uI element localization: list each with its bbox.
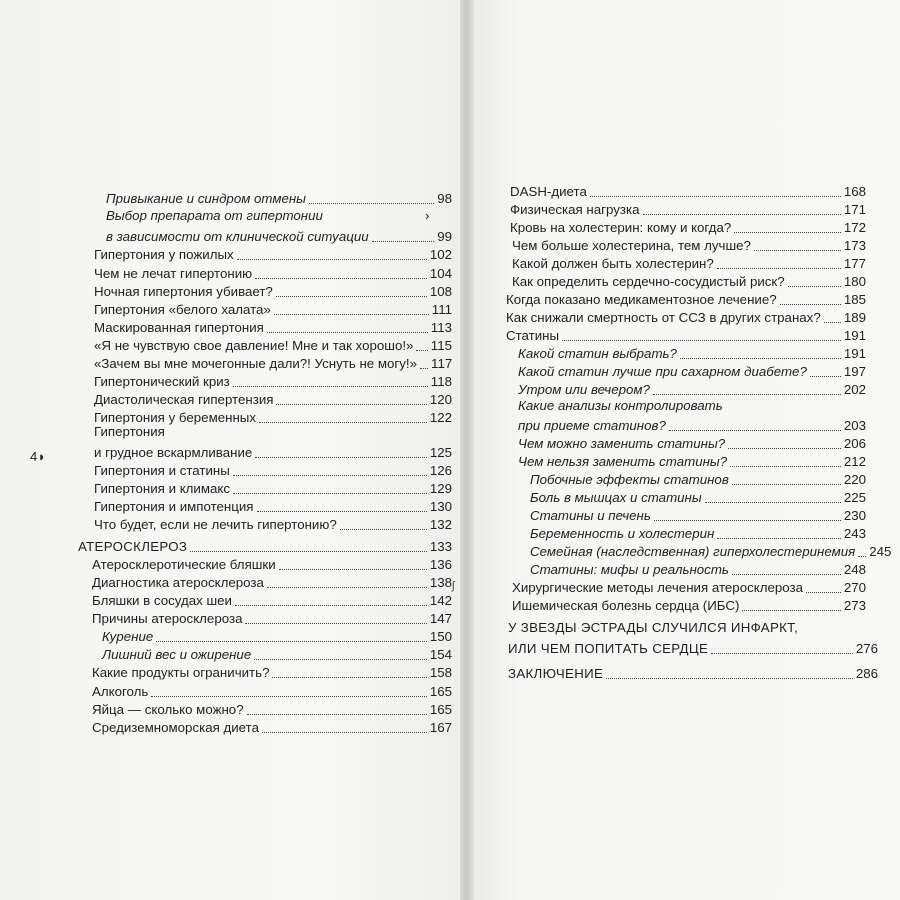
leader-dots <box>717 538 841 539</box>
leader-dots <box>274 314 429 315</box>
toc-entry[interactable] <box>510 198 866 218</box>
toc-entry[interactable] <box>530 522 866 542</box>
leader-dots <box>267 332 428 333</box>
toc-section-title: АТЕРОСКЛЕРОЗ <box>78 539 188 554</box>
toc-page-number: 168 <box>843 184 866 199</box>
toc-title: Когда показано медикаментозное лечение? <box>506 292 777 307</box>
toc-title: Беременность и холестерин <box>530 526 715 541</box>
toc-page-number: 167 <box>429 720 452 735</box>
leader-dots <box>742 610 840 611</box>
toc-title: Статины: мифы и реальность <box>530 562 729 577</box>
leader-dots <box>606 678 853 679</box>
leader-dots <box>858 556 866 557</box>
toc-entry[interactable] <box>94 243 452 263</box>
leader-dots <box>237 259 427 260</box>
leader-dots <box>279 569 427 570</box>
toc-entry[interactable] <box>94 441 452 461</box>
toc-title: Семейная (наследственная) гиперхолестеринемия <box>530 544 856 559</box>
toc-entry[interactable] <box>512 270 866 290</box>
toc-title: Чем больше холестерина, тем лучше? <box>512 238 751 253</box>
leader-dots <box>711 653 853 654</box>
toc-entry[interactable] <box>102 625 452 645</box>
toc-entry[interactable] <box>94 298 452 318</box>
toc-title: Кровь на холестерин: кому и когда? <box>510 220 732 235</box>
toc-entry[interactable] <box>92 571 452 591</box>
toc-page-number: 197 <box>843 364 866 379</box>
toc-entry[interactable] <box>92 553 452 573</box>
leader-dots <box>590 196 841 197</box>
leader-dots <box>732 484 841 485</box>
toc-page-number: 111 <box>431 302 452 317</box>
toc-page-number: 142 <box>429 593 452 608</box>
leader-dots <box>562 340 841 341</box>
toc-title: Атеросклеротические бляшки <box>92 557 276 572</box>
leader-dots <box>806 592 841 593</box>
toc-page-number: 120 <box>429 392 452 407</box>
leader-dots <box>728 448 841 449</box>
leader-dots <box>262 732 427 733</box>
leader-dots <box>734 232 841 233</box>
toc-page-number: 212 <box>843 454 866 469</box>
toc-page-number: 104 <box>429 266 452 281</box>
toc-entry[interactable] <box>94 513 452 533</box>
toc-page-number: 243 <box>843 526 866 541</box>
toc-entry[interactable] <box>106 187 452 207</box>
leader-dots <box>653 394 841 395</box>
toc-title: в зависимости от клинической ситуации <box>106 229 369 244</box>
toc-entry[interactable] <box>106 225 452 245</box>
toc-title: Какой статин выбрать? <box>518 346 677 361</box>
leader-dots <box>267 587 427 588</box>
toc-page-number: 173 <box>843 238 866 253</box>
toc-page-number: 158 <box>429 665 452 680</box>
toc-title: Гипертония и статины <box>94 463 230 478</box>
leader-dots <box>730 466 841 467</box>
toc-entry[interactable] <box>530 504 866 524</box>
toc-title-line: Какие анализы контролировать <box>518 398 723 413</box>
toc-title: Ишемическая болезнь сердца (ИБС) <box>512 598 740 613</box>
toc-page-number: 165 <box>429 684 452 699</box>
toc-entry[interactable] <box>518 360 866 380</box>
toc-entry[interactable] <box>102 643 452 663</box>
toc-entry[interactable] <box>518 450 866 470</box>
stray-mark: › <box>425 208 430 223</box>
toc-section-title-line: У ЗВЕЗДЫ ЭСТРАДЫ СЛУЧИЛСЯ ИНФАРКТ, <box>508 620 799 635</box>
toc-title: Гипертония у беременных <box>94 410 257 425</box>
toc-page-number: 172 <box>843 220 866 235</box>
toc-entry[interactable] <box>518 378 866 398</box>
toc-title: Какие продукты ограничить? <box>92 665 270 680</box>
toc-page-number: 154 <box>429 647 452 662</box>
toc-entry[interactable] <box>92 661 452 681</box>
toc-entry[interactable] <box>512 576 866 596</box>
toc-page-number: 165 <box>429 702 452 717</box>
toc-page-number: 177 <box>843 256 866 271</box>
toc-title: Средиземноморская диета <box>92 720 259 735</box>
leader-dots <box>680 358 841 359</box>
toc-title: Боль в мышцах и статины <box>530 490 702 505</box>
toc-title: Бляшки в сосудах шеи <box>92 593 232 608</box>
toc-entry[interactable] <box>94 495 452 515</box>
toc-title: Гипертония «белого халата» <box>94 302 271 317</box>
toc-page-number: 99 <box>437 229 452 244</box>
leader-dots <box>669 430 841 431</box>
book-spine-gutter <box>460 0 474 900</box>
leader-dots <box>272 677 426 678</box>
leader-dots <box>190 551 427 552</box>
leader-dots <box>754 250 841 251</box>
toc-entry[interactable] <box>92 716 452 736</box>
toc-title: Гипертония у пожилых <box>94 247 234 262</box>
toc-entry[interactable] <box>94 370 452 390</box>
toc-title: Гипертонический криз <box>94 374 230 389</box>
leader-dots <box>309 203 434 204</box>
leader-dots <box>416 350 427 351</box>
toc-entry[interactable] <box>94 280 452 300</box>
toc-title: DASH-диета <box>510 184 587 199</box>
toc-entry[interactable] <box>92 589 452 609</box>
toc-page-number: 125 <box>429 445 452 460</box>
toc-entry[interactable] <box>94 334 452 354</box>
toc-page-number: 191 <box>843 328 866 343</box>
toc-title: Чем можно заменить статины? <box>518 436 726 451</box>
leader-dots <box>717 268 841 269</box>
toc-title: Алкоголь <box>92 684 149 699</box>
toc-title: Какой статин лучше при сахарном диабете? <box>518 364 807 379</box>
toc-entry[interactable] <box>512 594 866 614</box>
toc-title: Утром или вечером? <box>518 382 650 397</box>
toc-title: Диагностика атеросклероза <box>92 575 264 590</box>
toc-entry[interactable] <box>94 406 452 426</box>
toc-entry[interactable] <box>94 262 452 282</box>
toc-page-number: 147 <box>429 611 452 626</box>
toc-entry[interactable] <box>506 306 866 326</box>
toc-entry[interactable] <box>92 698 452 718</box>
toc-title: Гипертония и климакс <box>94 481 231 496</box>
toc-page-number: 117 <box>431 356 453 371</box>
toc-page-number: 171 <box>843 202 866 217</box>
toc-entry[interactable] <box>506 288 866 308</box>
leader-dots <box>372 241 435 242</box>
toc-title: Диастолическая гипертензия <box>94 392 274 407</box>
toc-page-number: 286 <box>855 666 878 681</box>
toc-title: Чем не лечат гипертонию <box>94 266 253 281</box>
toc-page-number: 185 <box>843 292 866 307</box>
toc-title: Причины атеросклероза <box>92 611 243 626</box>
toc-entry[interactable] <box>94 352 452 372</box>
toc-page-number: 225 <box>843 490 866 505</box>
toc-section-entry[interactable] <box>508 662 878 682</box>
toc-entry[interactable] <box>530 558 866 578</box>
toc-title: Яйца — сколько можно? <box>92 702 244 717</box>
toc-page-number: 150 <box>429 629 452 644</box>
toc-section-entry[interactable] <box>78 535 452 555</box>
toc-page-number: 133 <box>429 539 452 554</box>
leader-dots <box>247 714 427 715</box>
toc-title: Лишний вес и ожирение <box>102 647 252 662</box>
toc-page-number: 203 <box>843 418 866 433</box>
leader-dots <box>420 368 428 369</box>
leader-dots <box>235 605 427 606</box>
toc-title: Какой должен быть холестерин? <box>512 256 714 271</box>
leader-dots <box>643 214 841 215</box>
toc-entry[interactable] <box>510 180 866 200</box>
toc-entry[interactable] <box>92 680 452 700</box>
leader-dots <box>257 511 427 512</box>
toc-entry[interactable] <box>94 477 452 497</box>
leader-dots <box>254 659 427 660</box>
toc-entry[interactable] <box>518 342 866 362</box>
toc-entry[interactable] <box>512 252 866 272</box>
toc-page-number: 122 <box>429 410 452 425</box>
leader-dots <box>276 296 427 297</box>
toc-page-number: 108 <box>429 284 452 299</box>
page-number: 4◗ <box>30 449 47 464</box>
leader-dots <box>276 404 426 405</box>
leader-dots <box>810 376 841 377</box>
toc-section-entry[interactable] <box>508 637 878 657</box>
toc-title: Статины и печень <box>530 508 651 523</box>
toc-entry[interactable] <box>94 388 452 408</box>
toc-page-number: 115 <box>430 338 452 353</box>
toc-title: Гипертония и импотенция <box>94 499 254 514</box>
leader-dots <box>255 278 427 279</box>
toc-page-number: 126 <box>429 463 452 478</box>
toc-title: Курение <box>102 629 154 644</box>
leader-dots <box>233 493 427 494</box>
toc-page-number: 130 <box>429 499 452 514</box>
leader-dots <box>780 304 841 305</box>
leader-dots <box>151 696 426 697</box>
toc-page-number: 202 <box>843 382 866 397</box>
toc-title: Физическая нагрузка <box>510 202 640 217</box>
leader-dots <box>255 457 427 458</box>
toc-page-number: 136 <box>429 557 452 572</box>
toc-title-line: Выбор препарата от гипертонии <box>106 208 323 223</box>
toc-page-number: 102 <box>429 247 452 262</box>
leader-dots <box>245 623 426 624</box>
toc-page-number: 98 <box>437 191 452 206</box>
toc-title: и грудное вскармливание <box>94 445 253 460</box>
toc-title: Ночная гипертония убивает? <box>94 284 273 299</box>
leader-dots <box>259 422 427 423</box>
toc-title: при приеме статинов? <box>518 418 666 433</box>
toc-title: Как снижали смертность от ССЗ в других странах? <box>506 310 821 325</box>
gutter-mark: ʃ <box>452 580 455 592</box>
toc-page-number: 276 <box>855 641 878 656</box>
toc-title: Побочные эффекты статинов <box>530 472 729 487</box>
leader-dots <box>654 520 841 521</box>
toc-section-title: ЗАКЛЮЧЕНИЕ <box>508 666 604 681</box>
toc-entry[interactable] <box>512 234 866 254</box>
toc-entry[interactable] <box>92 607 452 627</box>
leader-dots <box>705 502 841 503</box>
leader-dots <box>732 574 841 575</box>
toc-page-number: 113 <box>430 320 452 335</box>
toc-entry[interactable] <box>530 540 892 560</box>
toc-page-number: 270 <box>843 580 866 595</box>
toc-entry[interactable] <box>518 432 866 452</box>
toc-title: Хирургические методы лечения атеросклероза <box>512 580 803 595</box>
toc-page-number: 245 <box>869 544 892 559</box>
toc-page-number: 248 <box>843 562 866 577</box>
toc-title: Как определить сердечно-сосудистый риск? <box>512 274 785 289</box>
toc-page-number: 129 <box>429 481 452 496</box>
toc-title: Что будет, если не лечить гипертонию? <box>94 517 337 532</box>
leader-dots <box>233 475 427 476</box>
leader-dots <box>233 386 428 387</box>
toc-page-number: 138 <box>429 575 452 590</box>
toc-page-number: 189 <box>843 310 866 325</box>
toc-page-number: 206 <box>843 436 866 451</box>
toc-section-title: ИЛИ ЧЕМ ПОПИТАТЬ СЕРДЦЕ <box>508 641 709 656</box>
toc-page-number: 118 <box>430 374 452 389</box>
toc-title: Статины <box>506 328 560 343</box>
toc-entry[interactable] <box>510 216 866 236</box>
toc-title: «Зачем вы мне мочегонные дали?! Уснуть не могу!» <box>94 356 418 371</box>
leader-dots <box>788 286 841 287</box>
toc-entry[interactable] <box>94 316 452 336</box>
toc-title-line: Гипертония <box>94 424 165 439</box>
toc-page-number: 273 <box>843 598 866 613</box>
toc-title: Маскированная гипертония <box>94 320 264 335</box>
toc-entry[interactable] <box>506 324 866 344</box>
toc-page-number: 191 <box>843 346 866 361</box>
leader-dots <box>156 641 427 642</box>
toc-page-number: 180 <box>843 274 866 289</box>
toc-entry[interactable] <box>518 414 866 434</box>
toc-page-number: 132 <box>429 517 452 532</box>
toc-page-number: 220 <box>843 472 866 487</box>
toc-title: «Я не чувствую свое давление! Мне и так хорошо!» <box>94 338 414 353</box>
toc-page-number: 230 <box>843 508 866 523</box>
toc-entry[interactable] <box>530 486 866 506</box>
toc-title: Привыкание и синдром отмены <box>106 191 306 206</box>
toc-entry[interactable] <box>530 468 866 488</box>
toc-title: Чем нельзя заменить статины? <box>518 454 728 469</box>
leader-dots <box>340 529 427 530</box>
toc-entry[interactable] <box>94 459 452 479</box>
leader-dots <box>824 322 841 323</box>
